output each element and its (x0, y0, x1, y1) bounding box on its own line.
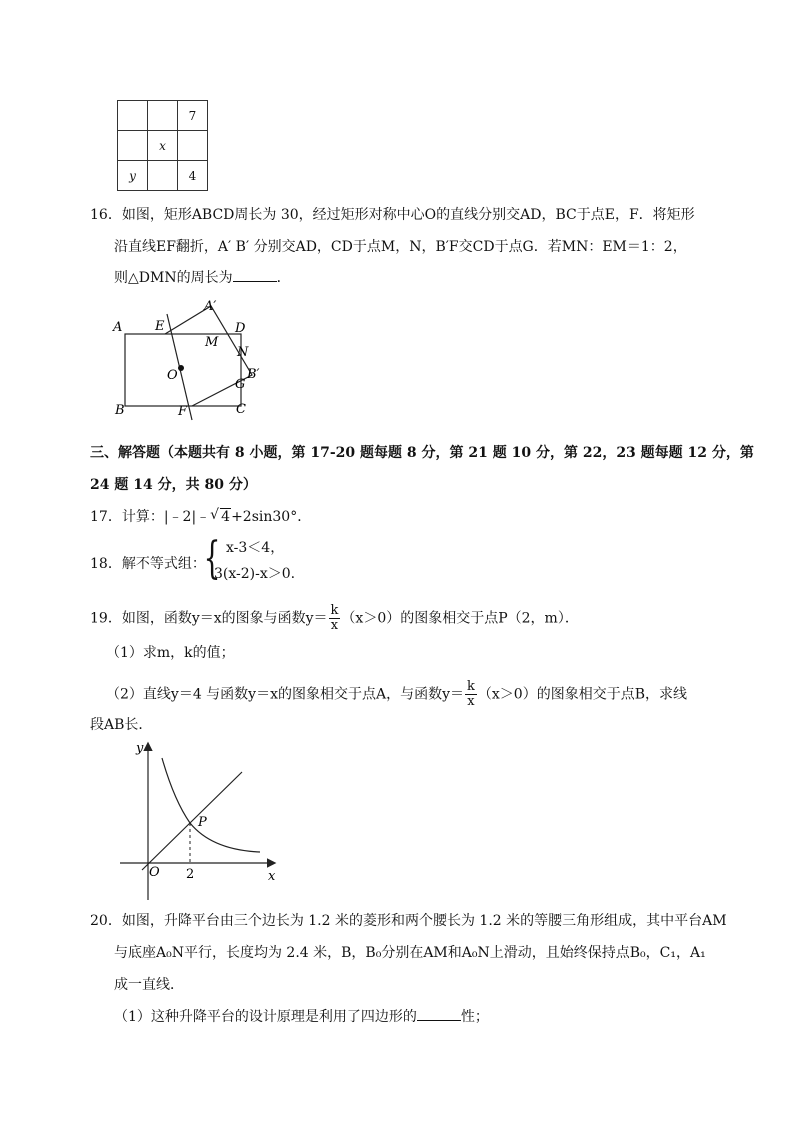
q16-line2: 沿直线EF翻折，A′ B′ 分别交AD，CD于点M，N，B′F交CD于点G．若MN：EM＝1：2， (114, 239, 687, 255)
label-origin: O (149, 865, 160, 880)
q19-part2-cont: 段AB长． (90, 717, 153, 733)
fraction-denominator: x (467, 694, 475, 709)
label-a: A (113, 320, 123, 335)
label-c: C (236, 402, 246, 417)
section-3-heading-cont: 24 题 14 分，共 80 分） (90, 477, 257, 493)
label-n: N (237, 345, 249, 360)
fraction-numerator: k (467, 679, 475, 694)
label-g: G (235, 377, 246, 392)
answer-blank (233, 269, 277, 282)
q17-text: 17．计算：|﹣2|﹣ (90, 509, 211, 525)
label-b: B (115, 403, 125, 418)
grid-cell (118, 101, 148, 131)
function-graph-figure (112, 740, 282, 905)
grid-cell: 7 (178, 101, 208, 131)
q16-line1: 16．如图，矩形ABCD周长为 30，经过矩形对称中心O的直线分别交AD，BC于点E，F．将矩形 (90, 207, 695, 223)
q18-label: 18．解不等式组： (90, 556, 206, 572)
grid-cell: x (148, 131, 178, 161)
grid-cell (148, 101, 178, 131)
q19-part2-tail: （x＞0）的图象相交于点B，求线 (477, 686, 687, 703)
q20-line1: 20．如图，升降平台由三个边长为 1.2 米的菱形和两个腰长为 1.2 米的等腰三角形组成，其中平台AM (90, 913, 727, 929)
grid-cell (148, 161, 178, 191)
q19-line1 (90, 604, 579, 633)
q19-part2 (106, 680, 687, 709)
hyperbola-curve (162, 758, 260, 852)
label-d: D (235, 321, 246, 336)
q16-line3 (114, 269, 291, 287)
label-b-prime: B′ (247, 367, 260, 382)
grid-cell: 4 (178, 161, 208, 191)
center-point-o (178, 365, 184, 371)
q20-line2: 与底座A₀N平行，长度均为 2.4 米，B，B₀分别在AM和A₀N上滑动，且始终保持点B₀，C₁，A₁ (114, 945, 706, 961)
label-f: F (178, 404, 188, 419)
q18-ineq2: 3(x-2)-x＞0. (214, 566, 296, 582)
answer-blank (417, 1008, 461, 1021)
label-a-prime: A′ (204, 299, 217, 314)
q20-part1-tail: 性； (460, 1009, 489, 1025)
q20-line3: 成一直线． (114, 977, 184, 993)
label-y: y (136, 741, 144, 756)
grid-cell (178, 131, 208, 161)
q19-text-tail: （x＞0）的图象相交于点P（2，m）． (341, 610, 579, 627)
tick-label-2: 2 (186, 867, 195, 882)
q20-part1 (114, 1008, 489, 1026)
number-grid (117, 100, 208, 191)
grid-cell: y (118, 161, 148, 191)
q19-part2-text: （2）直线y＝4 与函数y＝x的图象相交于点A，与函数y＝ (106, 686, 464, 703)
q16-line3-end: ． (276, 270, 291, 286)
label-m: M (205, 335, 219, 350)
label-x: x (268, 869, 276, 884)
fraction-k-over-x (465, 680, 477, 709)
label-p: P (198, 815, 207, 830)
grid-cell (118, 131, 148, 161)
q17-tail: +2sin30°． (231, 509, 312, 525)
line-y-equals-x (142, 772, 242, 870)
label-e: E (155, 319, 165, 334)
system-brace: { (203, 533, 221, 584)
rectangle-fold-figure (105, 296, 270, 421)
square-root (210, 508, 231, 526)
q19-text: 19．如图，函数y＝x的图象与函数y＝ (90, 610, 328, 627)
fraction-denominator: x (330, 618, 339, 633)
q20-part1-text: （1）这种升降平台的设计原理是利用了四边形的 (114, 1009, 417, 1025)
fraction-k-over-x (329, 604, 341, 633)
section-3-heading: 三、解答题（本题共有 8 小题，第 17-20 题每题 8 分，第 21 题 10 分，第 22，23 题每题 12 分，第 (90, 445, 754, 461)
q18-ineq1: x-3＜4， (226, 540, 285, 556)
radicand: 4 (221, 509, 231, 525)
q17 (90, 508, 311, 526)
label-o: O (167, 368, 178, 383)
radical-sign: √ (210, 507, 220, 523)
fraction-numerator: k (330, 603, 339, 618)
q19-part1: （1）求m，k的值； (106, 645, 235, 661)
q16-line3-text: 则△DMN的周长为 (114, 270, 233, 286)
